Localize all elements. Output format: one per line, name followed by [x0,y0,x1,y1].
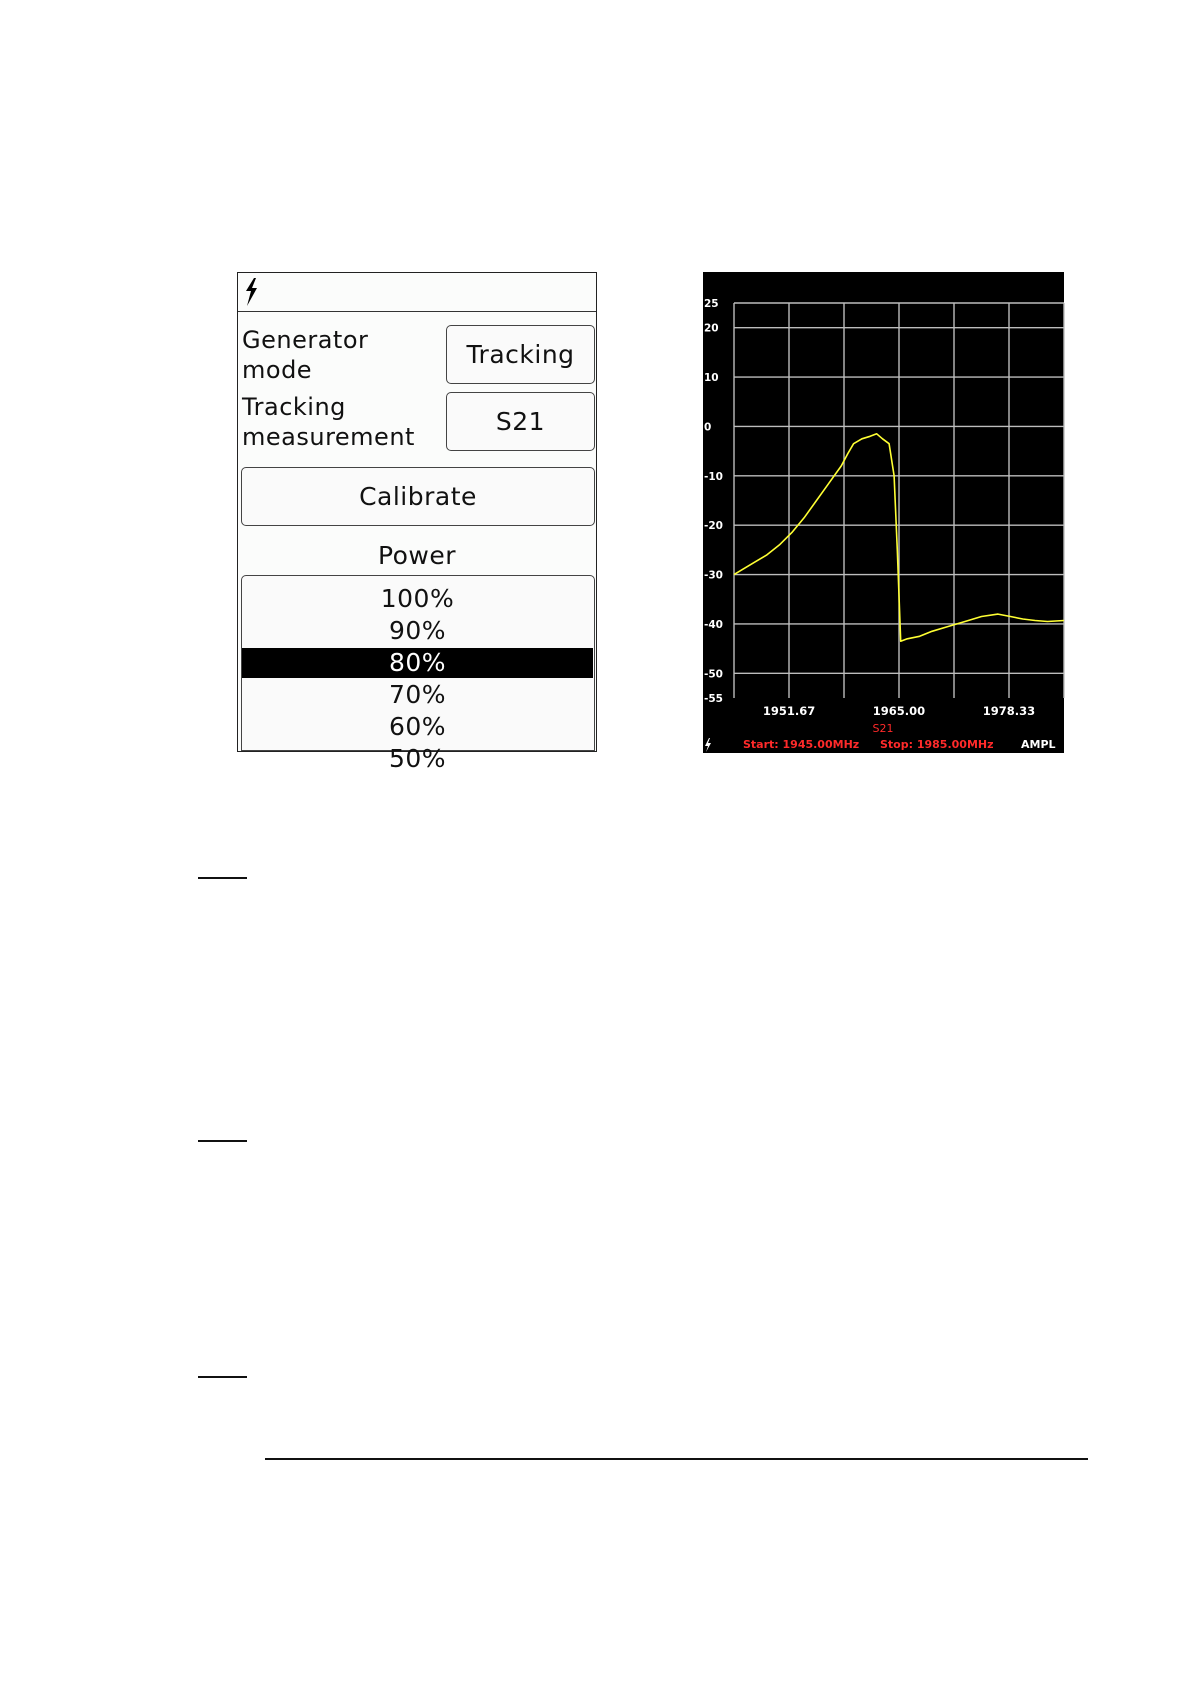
tracking-measurement-label-line2: measurement [242,423,415,451]
trace-label: S21 [872,722,894,735]
status-bar [238,273,596,312]
calibrate-button[interactable] [241,467,595,526]
tracking-measurement-button[interactable] [446,392,595,451]
mode-label: AMPL [1021,738,1056,751]
y-tick-label: -20 [704,520,723,533]
footer-rule [265,1458,1088,1460]
start-frequency-label: Start: 1945.00MHz [743,738,860,751]
y-tick-label: -30 [704,569,723,582]
tracking-measurement-label-line1: Tracking [242,393,346,421]
y-tick-label: 20 [704,322,719,335]
power-option-70[interactable]: 70% [388,680,447,709]
generator-mode-value: Tracking [466,340,575,369]
y-tick-label: -50 [704,668,723,681]
y-tick-label: -10 [704,470,723,483]
generator-mode-button[interactable] [446,325,595,384]
y-tick-label: -40 [704,618,723,631]
x-tick-label: 1951.67 [762,704,816,718]
lightning-bolt-icon [242,277,260,307]
chart-background [703,272,1064,753]
x-axis-ticks [763,704,1035,718]
note-rule [198,1140,247,1142]
note-rule [198,877,247,879]
power-option-100[interactable]: 100% [380,584,455,613]
tracking-measurement-value: S21 [495,407,546,436]
power-option-60[interactable]: 60% [388,712,447,741]
power-list[interactable] [241,575,595,773]
note-rule [198,1376,247,1378]
y-tick-label: 10 [704,372,719,385]
generator-mode-label-line1: Generator [242,326,369,354]
power-option-50[interactable]: 50% [388,744,447,773]
generator-mode-label-line2: mode [242,356,313,384]
y-tick-label: -55 [704,693,723,705]
power-option-90[interactable]: 90% [388,616,447,645]
tracking-measurement-label [242,392,415,452]
generator-settings-panel [237,272,597,773]
spectrum-chart [703,272,1064,753]
generator-mode-label [242,325,368,385]
calibrate-label: Calibrate [359,482,477,511]
x-tick-label: 1965.00 [872,704,926,718]
power-option-80[interactable]: 80% [242,648,593,678]
stop-frequency-label: Stop: 1985.00MHz [880,738,994,751]
power-title: Power [377,541,457,570]
x-tick-label: 1978.33 [982,704,1036,718]
y-tick-label: 25 [704,298,719,310]
y-tick-label: 0 [704,421,712,434]
